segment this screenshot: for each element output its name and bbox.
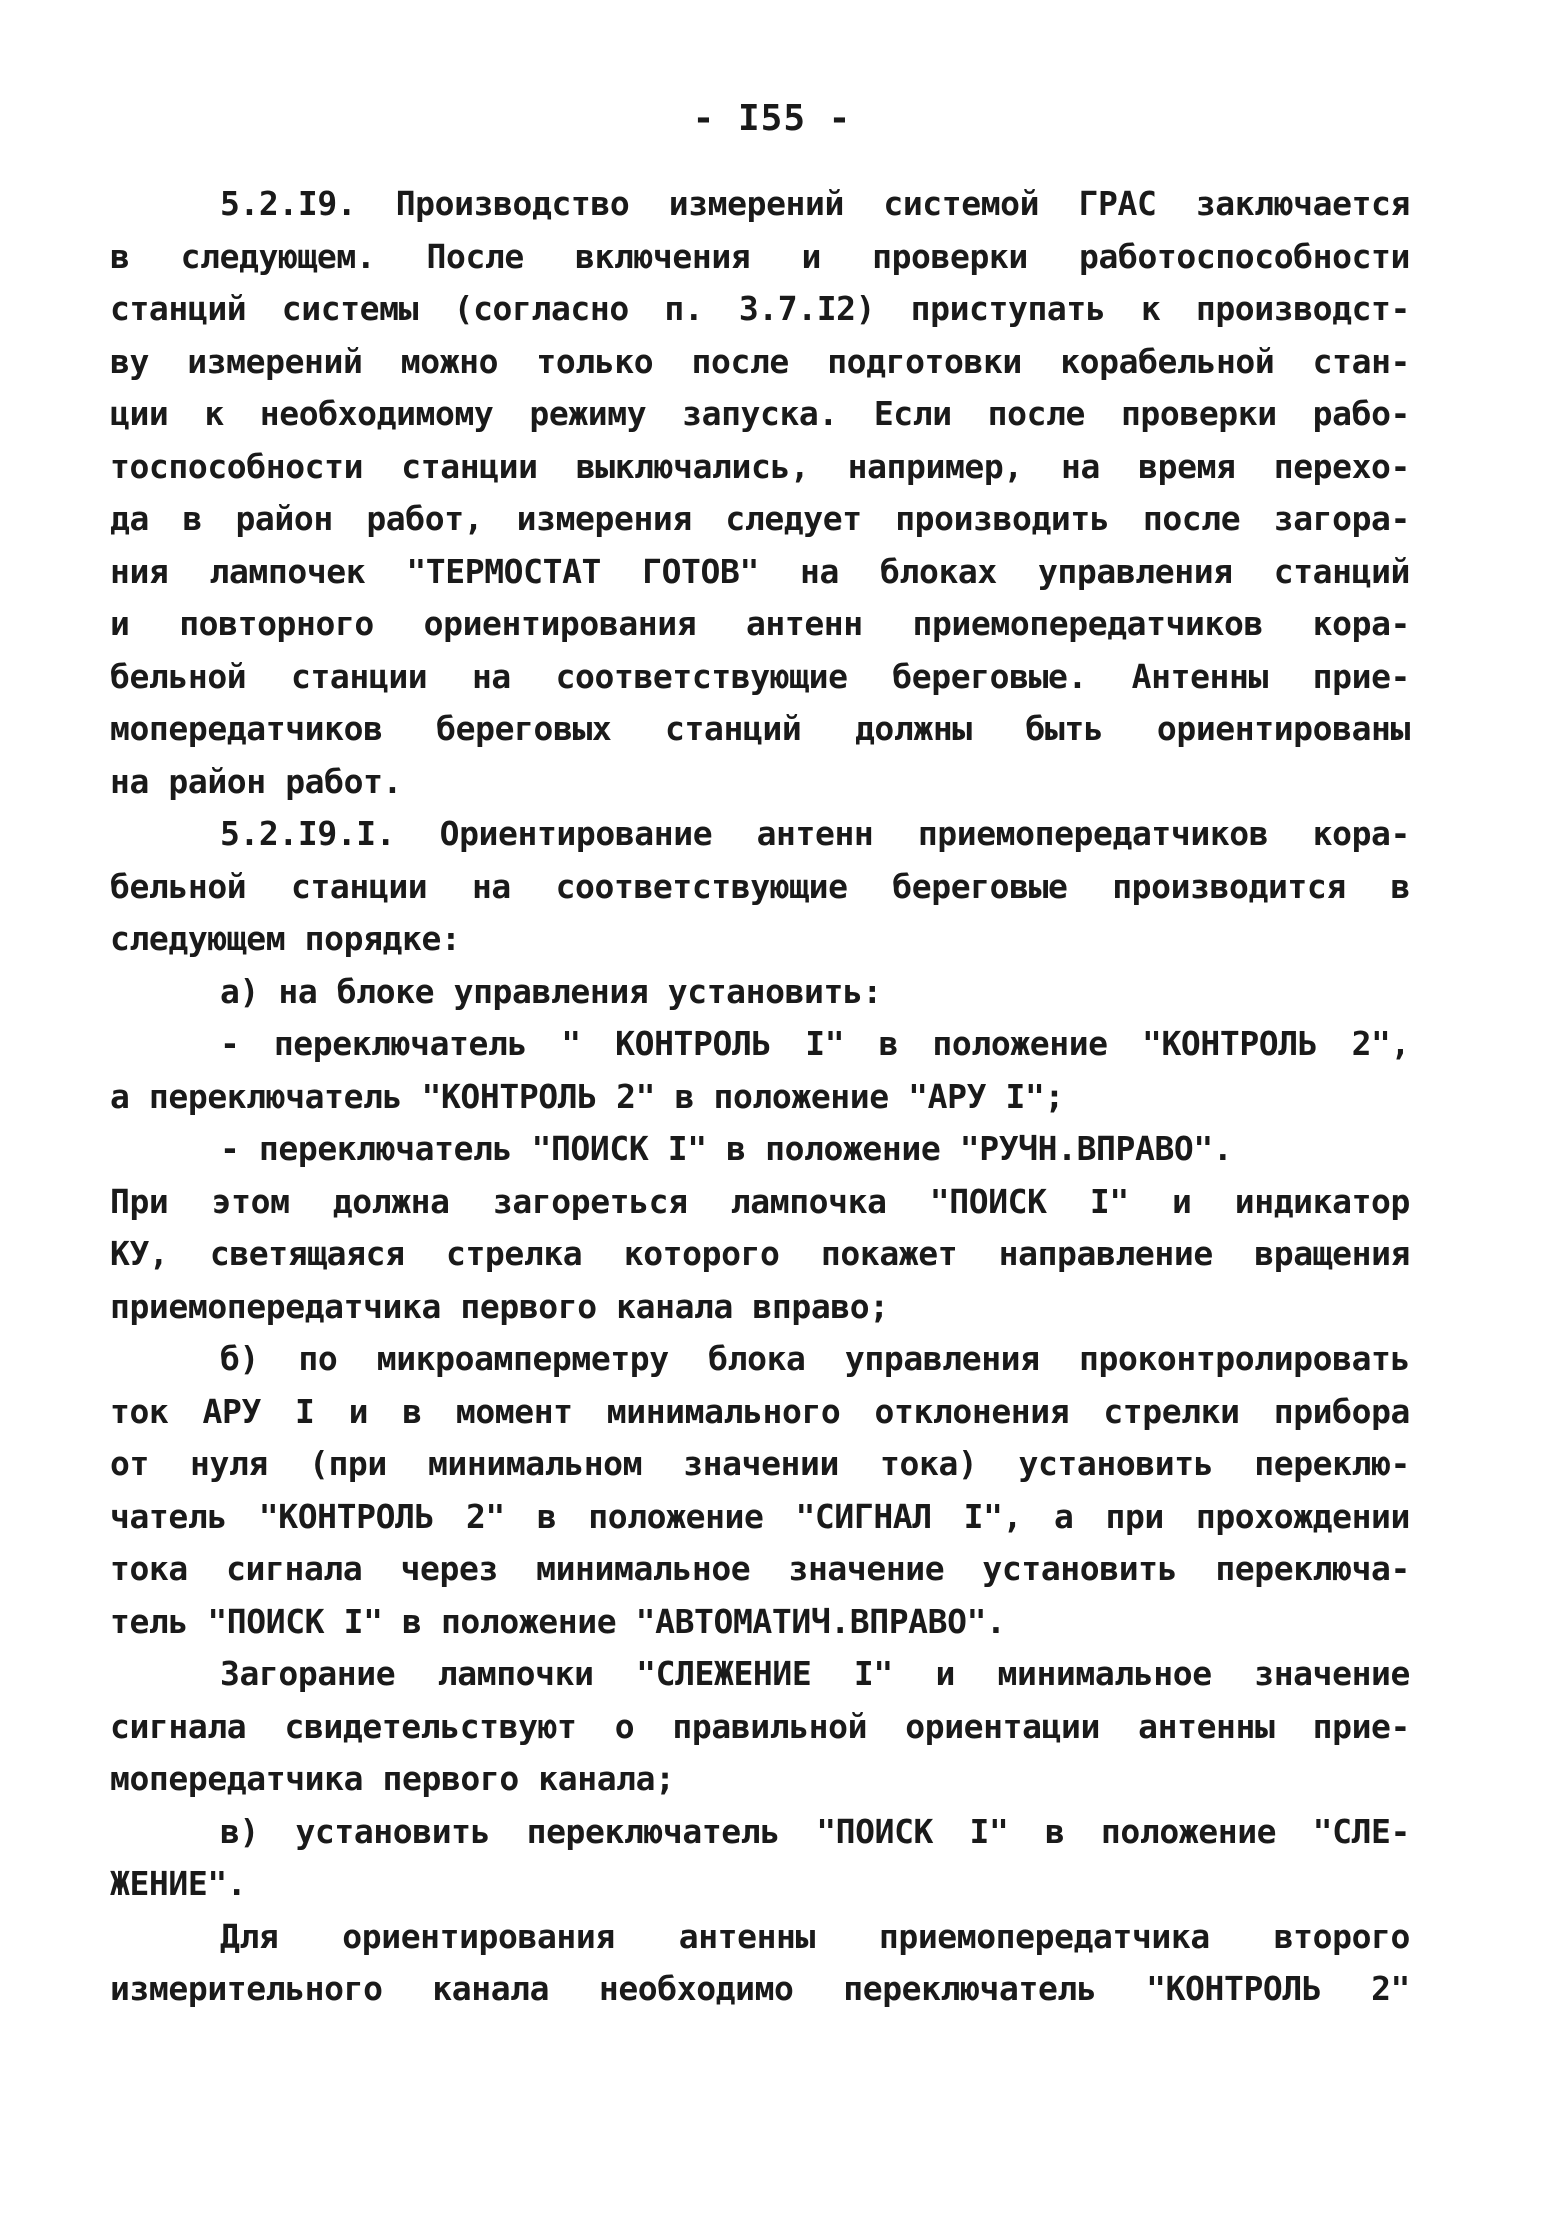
text-line: тель "ПОИСК I" в положение "АВТОМАТИЧ.ВПРАВО". [110, 1601, 1006, 1641]
text-line: 5.2.I9.I. Ориентирование антенн приемопередатчиков кора- [220, 814, 1410, 853]
text-line: 5.2.I9. Производство измерений системой ГРАС заключается [220, 184, 1410, 223]
text-line: и повторного ориентирования антенн приемопередатчиков кора- [110, 604, 1410, 643]
text-line: в следующем. После включения и проверки работоспособности [110, 236, 1410, 276]
text-line: приемопередатчика первого канала вправо; [110, 1286, 889, 1326]
text-line: ции к необходимому режиму запуска. Если после проверки рабо- [110, 394, 1410, 433]
text-line: мопередатчиков береговых станций должны быть ориентированы [110, 709, 1410, 748]
text-line: в) установить переключатель "ПОИСК I" в положение "СЛЕ- [220, 1811, 1410, 1851]
text-line: ЖЕНИЕ". [110, 1864, 247, 1903]
text-line: бельной станции на соответствующие береговые производится в [110, 866, 1410, 906]
text-line: да в район работ, измерения следует производить после загора- [110, 499, 1410, 538]
text-line: ния лампочек "ТЕРМОСТАТ ГОТОВ" на блоках управления станций [110, 551, 1410, 591]
text-line: мопередатчика первого канала; [110, 1759, 675, 1798]
text-line: от нуля (при минимальном значении тока) установить переклю- [110, 1444, 1410, 1483]
text-line: чатель "КОНТРОЛЬ 2" в положение "СИГНАЛ I", а при прохождении [110, 1496, 1410, 1536]
text-line: тока сигнала через минимальное значение установить переключа- [110, 1549, 1410, 1588]
text-line: следующем порядке: [110, 919, 461, 958]
text-line: станций системы (согласно п. 3.7.I2) приступать к производст- [110, 289, 1410, 328]
text-line: ву измерений можно только после подготовки корабельной стан- [110, 341, 1410, 381]
text-line: измерительного канала необходимо переключатель "КОНТРОЛЬ 2" [110, 1969, 1410, 2008]
text-line: При этом должна загореться лампочка "ПОИСК I" и индикатор [110, 1181, 1410, 1221]
text-line: а переключатель "КОНТРОЛЬ 2" в положение "АРУ I"; [110, 1076, 1064, 1116]
text-line: - переключатель "ПОИСК I" в положение "РУЧН.ВПРАВО". [220, 1129, 1233, 1168]
text-line: КУ, светящаяся стрелка которого покажет направление вращения [110, 1234, 1410, 1273]
text-line: тоспособности станции выключались, например, на время перехо- [110, 446, 1410, 486]
text-line: - переключатель " КОНТРОЛЬ I" в положение "КОНТРОЛЬ 2", [220, 1024, 1410, 1063]
text-line: Загорание лампочки "СЛЕЖЕНИЕ I" и минимальное значение [220, 1654, 1410, 1693]
text-line: а) на блоке управления установить: [220, 971, 882, 1011]
text-line: ток АРУ I и в момент минимального отклонения стрелки прибора [110, 1391, 1410, 1431]
text-line: бельной станции на соответствующие береговые. Антенны прие- [110, 656, 1410, 696]
text-line: б) по микроамперметру блока управления проконтролировать [220, 1339, 1410, 1378]
page-number: - I55 - [692, 98, 852, 139]
text-line: Для ориентирования антенны приемопередатчика второго [220, 1916, 1410, 1956]
body-text [110, 178, 1410, 2016]
text-line: сигнала свидетельствуют о правильной ориентации антенны прие- [110, 1706, 1410, 1746]
text-line: на район работ. [110, 761, 403, 801]
